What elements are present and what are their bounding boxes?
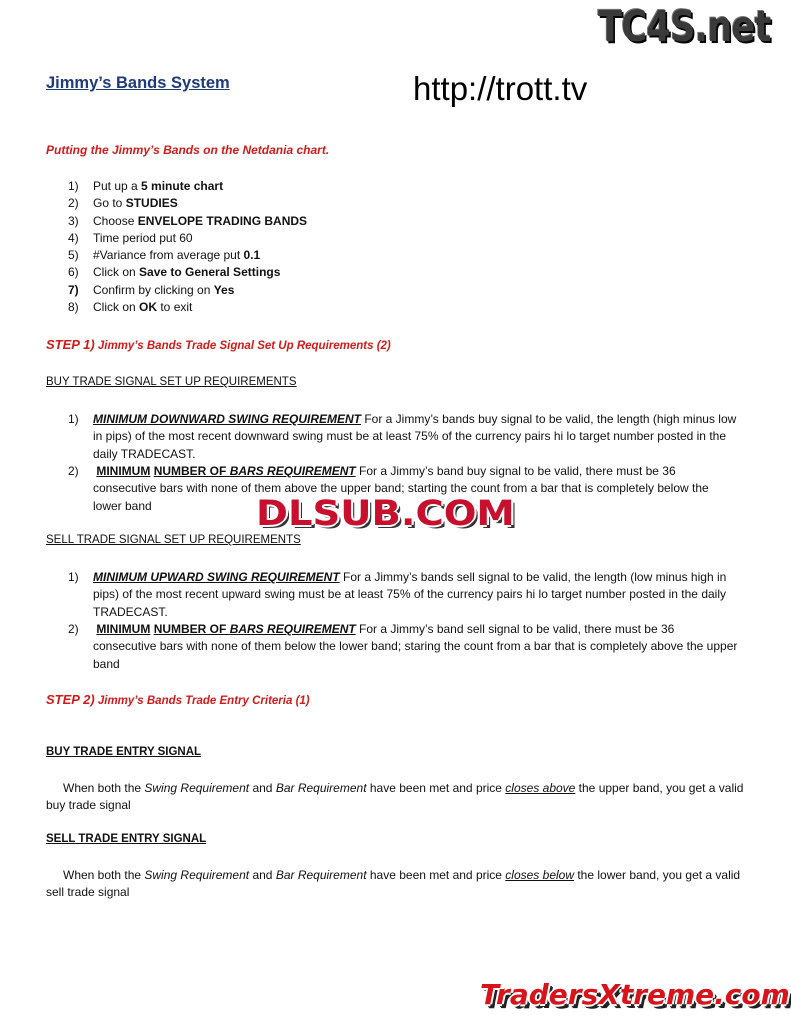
sell-req-2: 2) MINIMUM NUMBER OF BARS REQUIREMENT For a Jimmy’s band sell signal to be valid, there must be 36 consecutive bars with none of them below the lower band; staring the count from a bar that is completely above the upper band	[68, 622, 738, 671]
list-item: 7) Confirm by clicking on Yes	[68, 282, 235, 297]
step1-heading: STEP 1) Jimmy’s Bands Trade Signal Set Up Requirements (2)	[46, 337, 391, 352]
dlsub-watermark: DLSUB.COM	[256, 494, 515, 534]
buy-setup-heading: BUY TRADE SIGNAL SET UP REQUIREMENTS	[46, 376, 297, 388]
list-item: 1) Put up a 5 minute chart	[68, 179, 224, 193]
tradersxtreme-watermark: TradersXtreme.com	[480, 978, 790, 1011]
setup-subheading: Putting the Jimmy’s Bands on the Netdania chart.	[46, 143, 330, 157]
list-item: 5) #Variance from average put 0.1	[68, 248, 261, 263]
list-item: 3) Choose ENVELOPE TRADING BANDS	[68, 213, 308, 228]
site-url: http://trott.tv	[413, 70, 588, 107]
sell-req-1: 1) MINIMUM UPWARD SWING REQUIREMENT For a Jimmy’s bands sell signal to be valid, the length (low minus high in pips) of the most recent upward swing must be at least 75% of the currency pairs hi lo target number posted in the daily TRADECAST.	[68, 570, 727, 619]
buy-req-2: 2) MINIMUM NUMBER OF BARS REQUIREMENT For a Jimmy’s band buy signal to be valid, there must be 36 consecutive bars with none of them above the upper band; starting the count from a bar that is completely below the lower band	[68, 464, 709, 513]
list-item: 4) Time period put 60	[68, 230, 193, 245]
buy-entry-paragraph: When both the Swing Requirement and Bar Requirement have been met and price closes above the upper band, you get a valid buy trade signal	[46, 781, 744, 813]
tc4s-watermark: TC4S.net	[598, 2, 771, 52]
sell-setup-heading: SELL TRADE SIGNAL SET UP REQUIREMENTS	[46, 534, 301, 546]
list-item: 6) Click on Save to General Settings	[68, 265, 281, 280]
step2-heading: STEP 2) Jimmy’s Bands Trade Entry Criteria (1)	[46, 692, 310, 707]
document-title: Jimmy’s Bands System	[46, 74, 230, 92]
sell-entry-paragraph: When both the Swing Requirement and Bar Requirement have been met and price closes below the lower band, you get a valid sell trade signal	[46, 868, 741, 900]
list-item: 8) Click on OK to exit	[68, 300, 193, 315]
setup-steps-list	[68, 178, 307, 316]
sell-entry-heading: SELL TRADE ENTRY SIGNAL	[46, 833, 207, 845]
buy-entry-heading: BUY TRADE ENTRY SIGNAL	[46, 746, 202, 758]
buy-req-1: 1) MINIMUM DOWNWARD SWING REQUIREMENT For a Jimmy’s bands buy signal to be valid, the length (high minus low in pips) of the most recent downward swing must be at least 75% of the currency pairs hi lo target number posted in the daily TRADECAST.	[68, 412, 737, 461]
list-item: 2) Go to STUDIES	[68, 196, 178, 211]
